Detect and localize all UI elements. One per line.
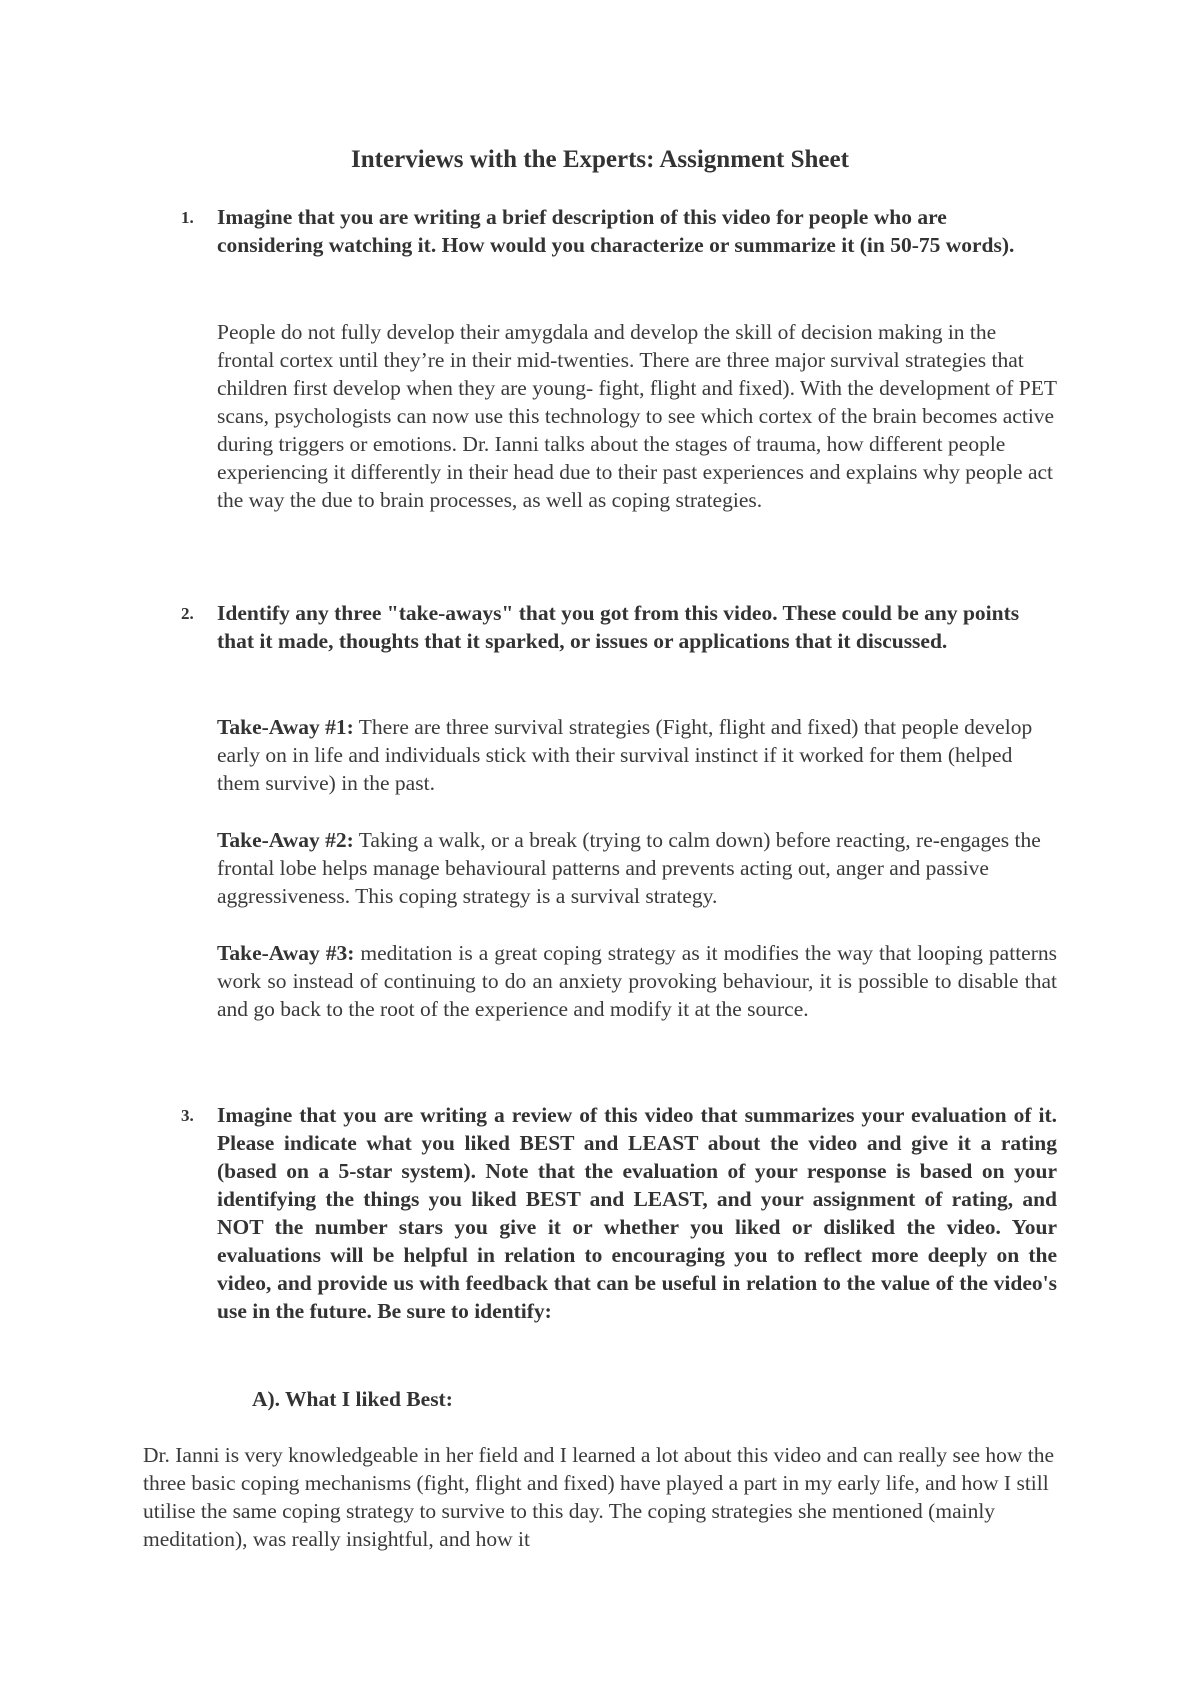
takeaway-2-label: Take-Away #2:	[217, 828, 354, 852]
question-3-prompt: Imagine that you are writing a review of this video that summarizes your evaluation of it. Please indicate what you liked BEST and LEAST about the video and give it a rating (based on a 5-star system). Note that the evaluation of your response is based on your identifying the things you liked BEST and LEAST, and your assignment of rating, and NOT the number stars you give it or whether you liked or disliked the video. Your evaluations will be helpful in relation to encouraging you to reflect more deeply on the video, and provide us with feedback that can be useful in relation to the value of the video's use in the future. Be sure to identify:	[217, 1103, 1057, 1323]
page-title: Interviews with the Experts: Assignment Sheet	[351, 146, 849, 173]
takeaway-2	[217, 826, 1057, 910]
takeaway-2-text: Taking a walk, or a break (trying to calm down) before reacting, re-engages the frontal lobe helps manage behavioural patterns and prevents acting out, anger and passive aggressiveness. This coping strategy is a survival strategy.	[217, 828, 1041, 908]
liked-best-text: Dr. Ianni is very knowledgeable in her field and I learned a lot about this video and can really see how the three basic coping mechanisms (fight, flight and fixed) have played a part in my early life, and how I still utilise the same coping strategy to survive to this day. The coping strategies she mentioned (mainly meditation), was really insightful, and how it	[143, 1443, 1055, 1551]
takeaway-3	[217, 939, 1057, 1023]
question-2-prompt: Identify any three "take-aways" that you got from this video. These could be any points that it made, thoughts that it sparked, or issues or applications that it discussed.	[217, 601, 1020, 653]
question-1-number: 1.	[181, 208, 194, 227]
question-1-answer: People do not fully develop their amygdala and develop the skill of decision making in the frontal cortex until they’re in their mid-twenties. There are three major survival strategies that children first develop when they are young- fight, flight and fixed). With the development of PET scans, psychologists can now use this technology to see which cortex of the brain becomes active during triggers or emotions. Dr. Ianni talks about the stages of trauma, how different people experiencing it differently in their head due to their past experiences and explains why people act the way the due to brain processes, as well as coping strategies.	[217, 320, 1057, 512]
takeaway-1-text: There are three survival strategies (Fight, flight and fixed) that people develop early on in life and individuals stick with their survival instinct if it worked for them (helped them survive) in the past.	[217, 715, 1033, 795]
takeaway-1-label: Take-Away #1:	[217, 715, 354, 739]
takeaway-3-label: Take-Away #3:	[217, 941, 355, 965]
takeaway-1	[217, 713, 1057, 797]
question-2-number: 2.	[181, 604, 194, 623]
question-1-prompt: Imagine that you are writing a brief description of this video for people who are considering watching it. How would you characterize or summarize it (in 50-75 words).	[217, 205, 1015, 257]
question-3-number: 3.	[181, 1106, 194, 1125]
takeaway-3-text: meditation is a great coping strategy as it modifies the way that looping patterns work so instead of continuing to do an anxiety provoking behaviour, it is possible to disable that and go back to the root of the experience and modify it at the source.	[217, 941, 1057, 1021]
liked-best-heading: A). What I liked Best:	[252, 1387, 453, 1411]
